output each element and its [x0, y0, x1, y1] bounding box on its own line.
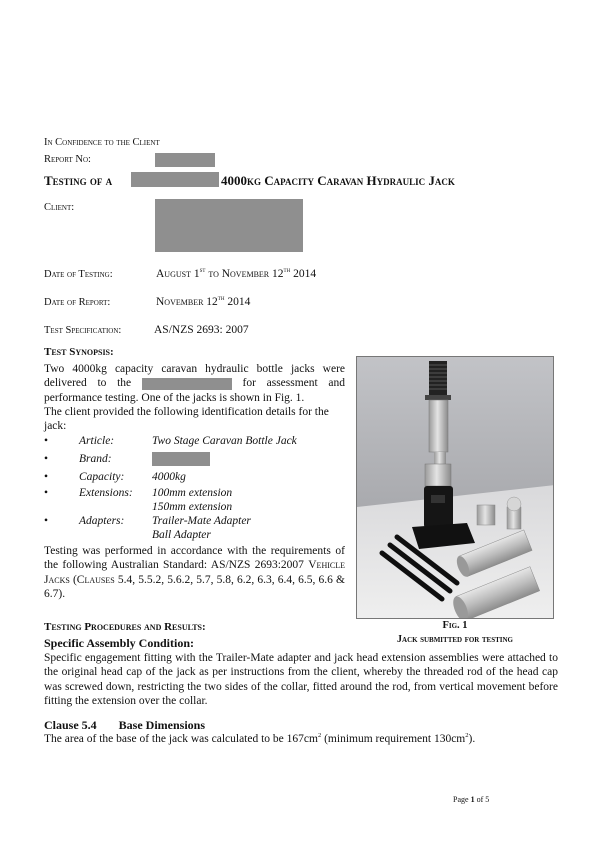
item-value: 150mm extension	[152, 501, 233, 513]
bullet-icon: •	[44, 487, 49, 499]
date-of-report-label: Date of Report:	[44, 297, 111, 308]
item-label: Brand:	[79, 453, 112, 465]
assembly-paragraph: Specific engagement fitting with the Trailer-Mate adapter and jack head extension assemblies were attached to the original head cap of the jack as per instructions from the client, whereby the threaded rod of the head cap was screwed down, restricting the two sides of the collar, fitted around the rod, from vertical movement before fitting the extension over the collar.	[44, 652, 558, 707]
client-label: Client:	[44, 202, 75, 213]
clause-heading	[44, 718, 205, 733]
test-specification-label: Test Specification:	[44, 325, 122, 336]
bullet-icon: •	[44, 435, 49, 447]
redacted-brand	[152, 452, 210, 466]
procedures-heading: Testing Procedures and Results:	[44, 621, 206, 633]
test-specification-value: AS/NZS 2693: 2007	[154, 324, 249, 336]
jack-photo	[356, 356, 554, 619]
confidentiality-notice: In Confidence to the Client	[44, 137, 160, 148]
report-title-prefix: Testing of a	[44, 173, 113, 188]
item-label: Capacity:	[79, 471, 125, 483]
synopsis-paragraph: Two 4000kg capacity caravan hydraulic bottle jacks were delivered to the for assessment and performance testing. One of the jacks is shown in Fig. 1. The client provided the following identification details for the jack:	[44, 363, 346, 433]
item-label: Article:	[79, 435, 115, 447]
testing-standard-paragraph: Testing was performed in accordance with the requirements of the following Australian Standard: AS/NZS 2693:2007 Vehicle Jacks (Clauses 5.4, 5.5.2, 5.6.2, 5.7, 5.8, 6.2, 6.3, 6.4, 6.5, 6.6 & 6.7).	[44, 545, 345, 600]
date-of-testing-label: Date of Testing:	[44, 269, 113, 280]
redacted-report-number	[155, 153, 215, 167]
clause-paragraph: The area of the base of the jack was calculated to be $167cm^2$ (minimum requirement $130cm^2$).	[44, 732, 476, 745]
assembly-heading: Specific Assembly Condition:	[44, 636, 195, 650]
figure-subcaption: Jack submitted for testing	[397, 634, 513, 645]
report-number-label: Report No:	[44, 154, 91, 165]
redacted-brand-title	[131, 172, 219, 187]
item-value: Two Stage Caravan Bottle Jack	[152, 435, 297, 447]
report-title-suffix: 4000kg Capacity Caravan Hydraulic Jack	[221, 173, 455, 188]
figure-caption: Fig. 1	[442, 620, 468, 631]
date-of-report-value: November 12th 2014	[156, 295, 251, 308]
bullet-icon: •	[44, 471, 49, 483]
item-value: Trailer-Mate Adapter	[152, 515, 251, 527]
item-value: Ball Adapter	[152, 529, 211, 541]
item-value: 4000kg	[152, 471, 186, 483]
page-number: Page 1 of 5	[453, 795, 490, 804]
redacted-client-name	[142, 378, 232, 390]
item-label: Adapters:	[79, 515, 125, 527]
redacted-client-details	[155, 199, 303, 252]
bullet-icon: •	[44, 453, 49, 465]
bullet-icon: •	[44, 515, 49, 527]
item-label: Extensions:	[79, 487, 133, 499]
clause-title: Base Dimensions	[118, 718, 206, 732]
date-of-testing-value: August 1st to November 12th 2014	[156, 267, 317, 280]
clause-number: Clause 5.4	[44, 718, 97, 732]
synopsis-heading: Test Synopsis:	[44, 346, 114, 358]
jack-illustration	[357, 357, 554, 619]
item-value: 100mm extension	[152, 487, 233, 499]
